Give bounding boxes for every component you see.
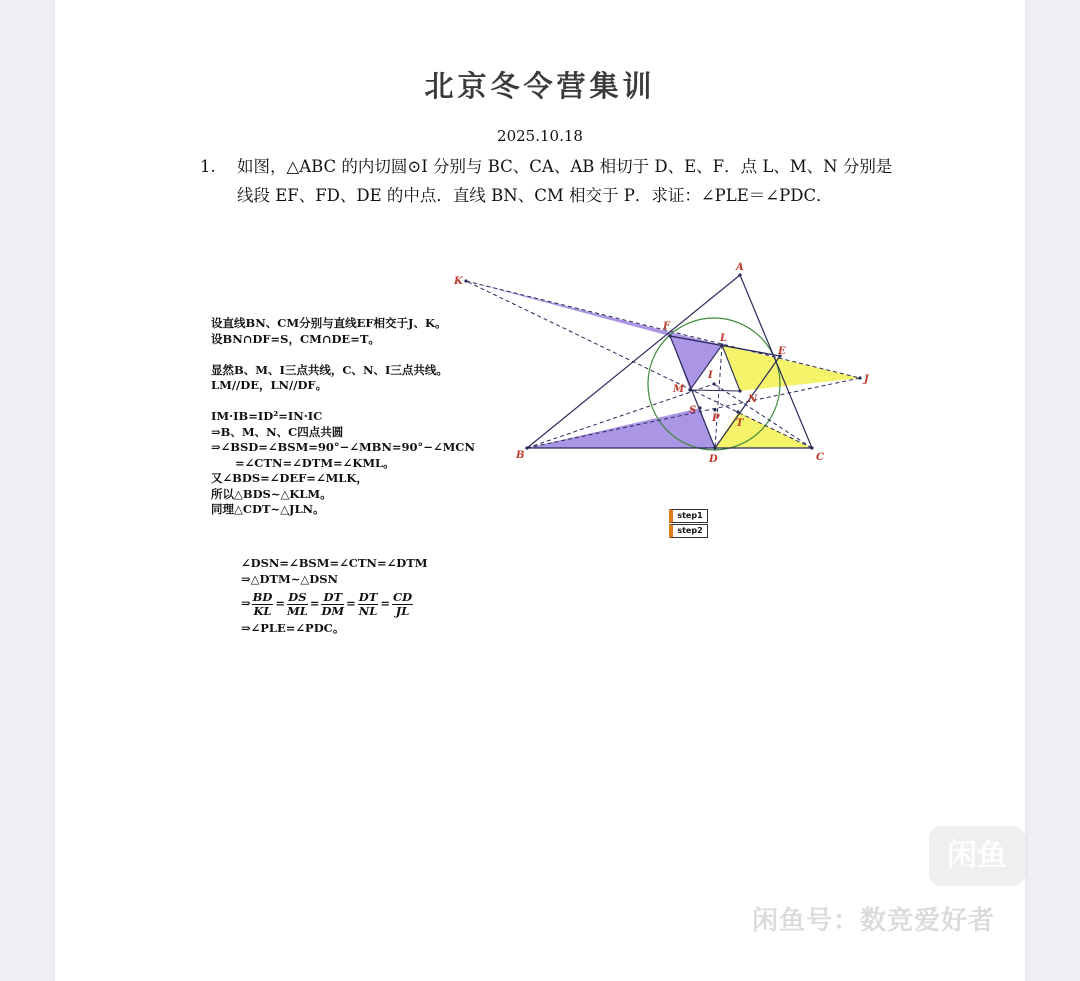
- note-line: ⇒∠BSD=∠BSM=90°−∠MBN=90°−∠MCN: [211, 440, 475, 454]
- ratio-chain: ⇒ $\frac{BD}{KL}$ = $\frac{DS}{ML}$ = $\frac{DT}{DM}$ = $\frac{DT}{NL}$ = $\frac{CD}{JL}$: [241, 589, 413, 618]
- note-line: IM·IB=ID²=IN·IC: [211, 409, 323, 423]
- label-k: K: [454, 276, 463, 287]
- document-date: 2025.10.18: [497, 127, 583, 145]
- problem-number: 1.: [200, 157, 216, 176]
- note-line: 显然B、M、I三点共线，C、N、I三点共线。: [211, 362, 448, 377]
- label-s: S: [689, 405, 697, 416]
- step2-button[interactable]: step2: [669, 524, 708, 538]
- label-m: M: [673, 384, 685, 395]
- problem-text: 如图，△ABC 的内切圆⊙I 分别与 BC、CA、AB 相切于 D、E、F．点 L、M、N 分别是线段 EF、FD、DE 的中点．直线 BN、CM 相交于 P．求证：∠PLE＝∠PDC．: [237, 157, 893, 205]
- note-line: ⇒B、M、N、C四点共圆: [211, 424, 344, 439]
- label-j: J: [864, 374, 869, 385]
- solution-notes: [211, 316, 475, 518]
- watermark-text: 闲鱼号：数竞爱好者: [752, 906, 996, 936]
- note-line: 同理△CDT~△JLN。: [211, 502, 325, 516]
- note-line: [211, 347, 475, 363]
- label-a: A: [736, 262, 744, 273]
- purple-triangle-klm: [466, 281, 722, 390]
- fraction: $\frac{CD}{JL}$: [392, 589, 413, 618]
- note-line: LM//DE，LN//DF。: [211, 378, 328, 392]
- page-title: 北京冬令营集训: [424, 69, 656, 103]
- note-line: 所以△BDS~△KLM。: [211, 486, 332, 501]
- watermark-logo: 闲鱼: [929, 826, 1025, 886]
- arrow-symbol: ⇒: [241, 596, 251, 611]
- label-e: E: [778, 346, 786, 357]
- note-line: [211, 394, 475, 410]
- label-n: N: [748, 394, 758, 405]
- note-line: 又∠BDS=∠DEF=∠MLK，: [211, 471, 368, 485]
- fraction: $\frac{DT}{DM}$: [321, 589, 345, 618]
- label-d: D: [709, 454, 718, 465]
- solution-conclusion: [241, 556, 427, 637]
- label-l: L: [720, 333, 728, 344]
- note-line: ⇒△DTM~△DSN: [241, 571, 339, 586]
- fraction: $\frac{DS}{ML}$: [286, 589, 308, 618]
- fraction: $\frac{DT}{NL}$: [358, 589, 378, 618]
- label-t: T: [736, 418, 744, 429]
- note-line: 设BN∩DF=S，CM∩DE=T。: [211, 331, 380, 346]
- note-line: =∠CTN=∠DTM=∠KML。: [211, 455, 395, 470]
- note-line: 设直线BN、CM分别与直线EF相交于J、K。: [211, 316, 447, 330]
- label-i: I: [708, 370, 713, 381]
- yellow-triangle-jln: [722, 345, 860, 391]
- step1-button[interactable]: step1: [669, 509, 708, 523]
- yellow-triangle-cdt: [715, 412, 812, 448]
- note-line: ∠DSN=∠BSM=∠CTN=∠DTM: [241, 556, 428, 570]
- fraction: $\frac{BD}{KL}$: [252, 589, 273, 618]
- label-p: P: [712, 413, 720, 424]
- label-c: C: [816, 452, 824, 463]
- note-line: ⇒∠PLE=∠PDC。: [241, 621, 345, 635]
- label-b: B: [516, 450, 525, 461]
- label-f: F: [663, 321, 671, 332]
